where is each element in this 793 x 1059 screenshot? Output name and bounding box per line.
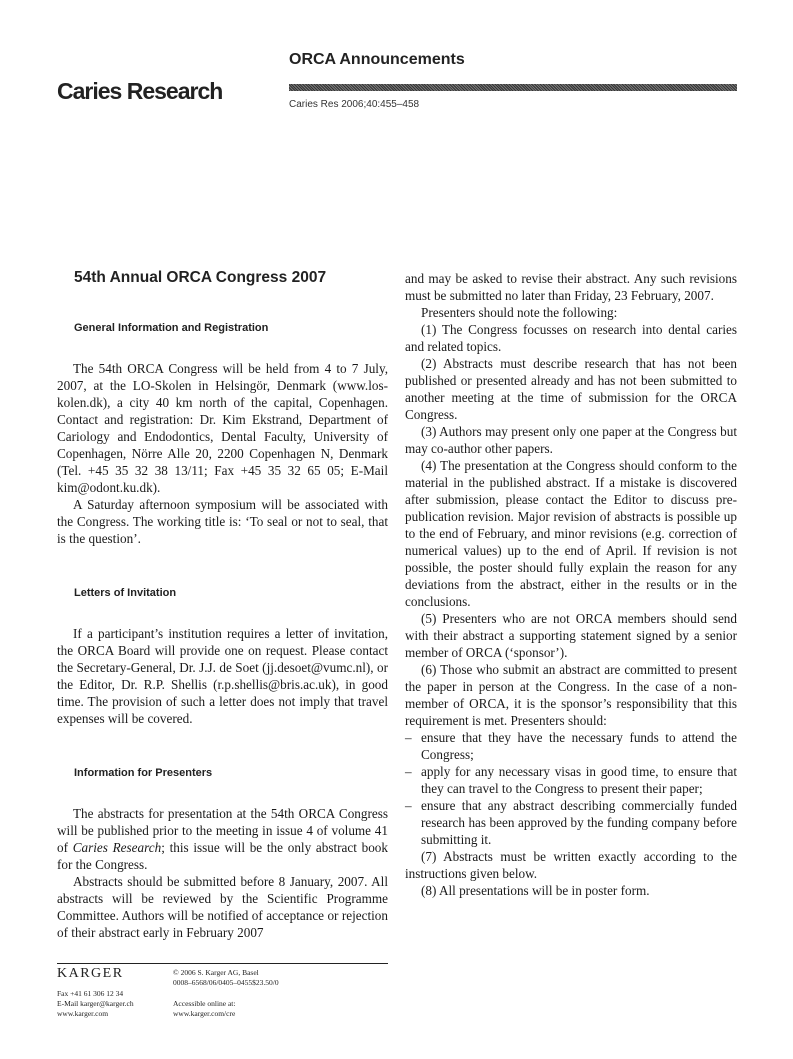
right-column (405, 270, 737, 899)
numbered-item: (3) Authors may present only one paper at the Congress but may co-author other papers. (405, 424, 737, 456)
footer-online-label: Accessible online at: (173, 999, 236, 1008)
section-title: ORCA Announcements (289, 51, 465, 68)
list-item (405, 729, 737, 763)
paragraph: A Saturday afternoon symposium will be associated with the Congress. The working title is: ‘To seal or not to seal, that is the question’. (57, 497, 388, 546)
numbered-item: (5) Presenters who are not ORCA members should send with their abstract a supporting statement signed by a senior member of ORCA (‘sponsor’). (405, 611, 737, 660)
footer-contact (57, 989, 134, 1019)
list-item (405, 763, 737, 797)
header-rule (289, 84, 737, 91)
numbered-item: (7) Abstracts must be written exactly according to the instructions given below. (405, 849, 737, 881)
subheading-invitation: Letters of Invitation (74, 587, 177, 599)
numbered-item: (8) All presentations will be in poster form. (421, 883, 650, 898)
citation: Caries Res 2006;40:455–458 (289, 99, 420, 110)
journal-title: Caries Research (57, 78, 223, 104)
footer-copyright: © 2006 S. Karger AG, Basel (173, 968, 259, 977)
footer-online (173, 999, 235, 1019)
paragraph: If a participant’s institution requires a letter of invitation, the ORCA Board will provide one on request. Please contact the Secretary-General, Dr. J.J. de Soet (jj.desoet@vumc.nl), or the Editor, Dr. R.P. Shellis (r.p.shellis@bris.ac.uk), in good time. The provision of such a letter does not imply that travel expenses will be covered. (57, 626, 388, 726)
subheading-presenters: Information for Presenters (74, 767, 213, 779)
footer-issn: 0008–6568/06/0405–0455$23.50/0 (173, 978, 279, 987)
publisher-logo: KARGER (57, 966, 124, 981)
footer-fax: Fax +41 61 306 12 34 (57, 989, 124, 998)
numbered-item: (6) Those who submit an abstract are committed to present the paper in person at the Congress. In the case of a non-member of ORCA, it is the sponsor’s responsibility that this requirement is met. Presenters should: (405, 662, 737, 728)
footer-online-url: www.karger.com/cre (173, 1009, 236, 1018)
journal-name-italic: Caries Research (72, 840, 162, 855)
list-dash: – (405, 764, 412, 779)
article-title: 54th Annual ORCA Congress 2007 (74, 269, 327, 286)
subheading-general: General Information and Registration (74, 322, 269, 334)
footer-web: www.karger.com (57, 1009, 109, 1018)
footer-rights (173, 968, 279, 988)
paragraph: The 54th ORCA Congress will be held from 4 to 7 July, 2007, at the LO-Skolen in Helsingör, Denmark (www.los-kolen.dk), a city 40 km north of the capital, Copenhagen. Contact and registration: Dr. Kim Ekstrand, Department of Cariology and Endodontics, Dental Faculty, University of Copenhagen, Nörre Alle 20, 2200 Copenhagen N, Denmark (Tel. +45 35 32 38 13/11; Fax +45 35 32 65 05; E-Mail kim@odont.ku.dk). (57, 361, 388, 495)
left-column (57, 268, 388, 941)
list-dash: – (405, 730, 412, 745)
numbered-item: (1) The Congress focusses on research into dental caries and related topics. (405, 322, 737, 354)
footer-email: E-Mail karger@karger.ch (57, 999, 134, 1008)
paragraph: and may be asked to revise their abstract. Any such revisions must be submitted no later than Friday, 23 February, 2007. (405, 271, 737, 303)
paragraph-text: The abstracts for presentation at the 54th ORCA Congress will be published prior to the meeting in issue 4 of volume 41 of (57, 806, 388, 855)
paragraph: Presenters should note the following: (421, 305, 618, 320)
paragraph-text: ; this issue will be the only abstract book for the Congress. (57, 840, 388, 872)
numbered-item: (4) The presentation at the Congress should conform to the material in the published abstract. If a mistake is discovered after submission, please contact the Editor to discuss pre-publication revision. Major revision of abstracts is possible up to the end of February, and minor revisions (e.g. correction of numerical values) up to the end of April. If revision is not possible, the poster should fully explain the reason for any deviations from the abstract, either in the results or in the conclusions. (405, 458, 737, 609)
list-item (405, 797, 737, 848)
paragraph: Abstracts should be submitted before 8 January, 2007. All abstracts will be reviewed by the Scientific Programme Committee. Authors will be notified of acceptance or rejection of their abstract early in February 2007 (57, 874, 388, 940)
numbered-item: (2) Abstracts must describe research that has not been published or presented already and has not been submitted to another meeting at the time of submission for the ORCA Congress. (405, 356, 737, 422)
list-item-text: ensure that any abstract describing commercially funded research has been approved by the funding company before submitting it. (421, 798, 737, 847)
list-item-text: apply for any necessary visas in good time, to ensure that they can travel to the Congress to present their paper; (421, 764, 737, 796)
footer-rule (57, 963, 388, 964)
paragraph (57, 805, 388, 873)
list-dash: – (405, 798, 412, 813)
list-item-text: ensure that they have the necessary funds to attend the Congress; (421, 730, 737, 762)
